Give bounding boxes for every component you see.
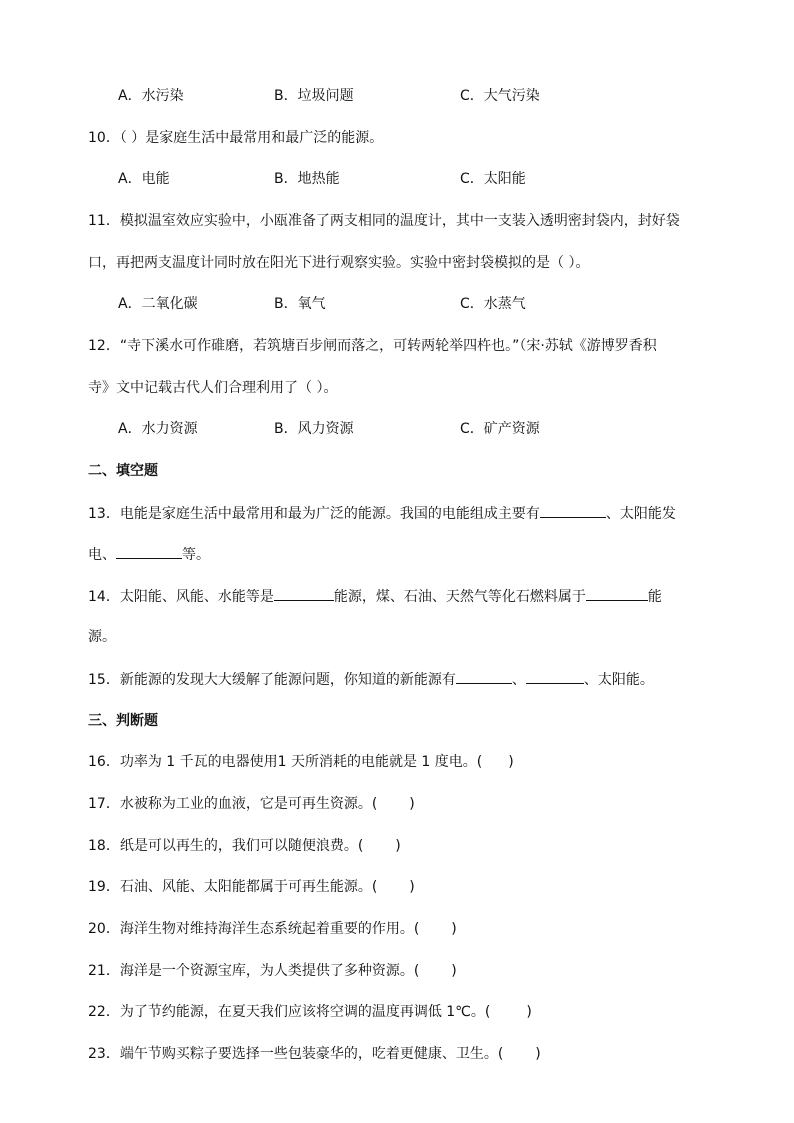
q12-option-b[interactable]: B．风力资源 bbox=[274, 421, 354, 437]
judgment-item bbox=[88, 1044, 541, 1064]
q13-line2 bbox=[88, 544, 210, 565]
q9-option-a[interactable]: A．水污染 bbox=[118, 88, 184, 104]
q13-text-b: 、太阳能发 bbox=[605, 506, 676, 522]
q14-text-a: 14．太阳能、风能、水能等是 bbox=[88, 589, 274, 605]
q14-blank-1[interactable] bbox=[274, 586, 334, 601]
q13-text-d: 等。 bbox=[182, 547, 210, 563]
judgment-close-paren: ) bbox=[508, 754, 514, 770]
judgment-text: 18．纸是可以再生的，我们可以随便浪费。( bbox=[88, 838, 364, 854]
judgment-close-paren: ) bbox=[409, 879, 415, 895]
q12-line2: 寺》文中记载古代人们合理利用了（ ）。 bbox=[88, 380, 338, 396]
q14-line2: 源。 bbox=[88, 629, 116, 645]
q12-option-c[interactable]: C．矿产资源 bbox=[460, 421, 540, 437]
judgment-text: 20．海洋生物对维持海洋生态系统起着重要的作用。( bbox=[88, 921, 420, 937]
judgment-text: 22．为了节约能源，在夏天我们应该将空调的温度再调低 1℃。( bbox=[88, 1004, 491, 1020]
judgment-item bbox=[88, 877, 415, 897]
judgment-close-paren: ) bbox=[451, 963, 457, 979]
judgment-text: 19．石油、风能、太阳能都属于可再生能源。( bbox=[88, 879, 378, 895]
judgment-close-paren: ) bbox=[526, 1004, 532, 1020]
q9-option-c[interactable]: C．大气污染 bbox=[460, 88, 540, 104]
q10-option-c[interactable]: C．太阳能 bbox=[460, 171, 526, 187]
q11-line1: 11．模拟温室效应实验中，小瓯准备了两支相同的温度计，其中一支装入透明密封袋内，封好袋 bbox=[88, 213, 680, 229]
judgment-close-paren: ) bbox=[535, 1046, 541, 1062]
q11-line2: 口，再把两支温度计同时放在阳光下进行观察实验。实验中密封袋模拟的是（ ）。 bbox=[88, 255, 590, 271]
q13-text-a: 13．电能是家庭生活中最常用和最为广泛的能源。我国的电能组成主要有 bbox=[88, 506, 540, 522]
judgment-text: 23．端午节购买粽子要选择一些包装豪华的，吃着更健康、卫生。( bbox=[88, 1046, 504, 1062]
q15-line1 bbox=[88, 669, 654, 690]
q10-option-b[interactable]: B．地热能 bbox=[274, 171, 340, 187]
judgment-item bbox=[88, 836, 401, 856]
judgment-item bbox=[88, 794, 415, 814]
q14-text-c: 能 bbox=[647, 589, 662, 605]
q14-line1 bbox=[88, 586, 662, 607]
q11-option-a[interactable]: A．二氧化碳 bbox=[118, 296, 198, 312]
q11-option-b[interactable]: B．氧气 bbox=[274, 296, 326, 312]
judgment-text: 21．海洋是一个资源宝库，为人类提供了多种资源。( bbox=[88, 963, 420, 979]
q13-line1 bbox=[88, 503, 676, 524]
q12-option-a[interactable]: A．水力资源 bbox=[118, 421, 198, 437]
section-fill-in-title: 二、填空题 bbox=[88, 463, 158, 479]
q15-text-a: 15．新能源的发现大大缓解了能源问题，你知道的新能源有 bbox=[88, 672, 456, 688]
q11-option-c[interactable]: C．水蒸气 bbox=[460, 296, 526, 312]
judgment-close-paren: ) bbox=[395, 838, 401, 854]
q13-text-c: 电、 bbox=[88, 547, 116, 563]
q10-text: 10．（ ）是家庭生活中最常用和最广泛的能源。 bbox=[88, 130, 384, 146]
section-judgment-title: 三、判断题 bbox=[88, 713, 158, 729]
judgment-item bbox=[88, 1002, 532, 1022]
judgment-item bbox=[88, 752, 514, 772]
q15-blank-1[interactable] bbox=[456, 669, 512, 684]
q15-blank-2[interactable] bbox=[526, 669, 584, 684]
q14-blank-2[interactable] bbox=[586, 586, 648, 601]
q15-text-c: 、太阳能。 bbox=[583, 672, 654, 688]
judgment-text: 16．功率为 1 千瓦的电器使用1 天所消耗的电能就是 1 度电。( bbox=[88, 754, 483, 770]
q10-option-a[interactable]: A．电能 bbox=[118, 171, 170, 187]
judgment-item bbox=[88, 919, 457, 939]
q12-line1: 12．“寺下溪水可作碓磨，若筑塘百步闸而落之，可转两轮举四杵也。”（宋·苏轼《游博罗香积 bbox=[88, 338, 657, 354]
q15-text-b: 、 bbox=[511, 672, 526, 688]
q9-option-b[interactable]: B．垃圾问题 bbox=[274, 88, 354, 104]
judgment-close-paren: ) bbox=[451, 921, 457, 937]
judgment-item bbox=[88, 961, 457, 981]
judgment-close-paren: ) bbox=[409, 796, 415, 812]
q14-text-b: 能源，煤、石油、天然气等化石燃料属于 bbox=[333, 589, 586, 605]
q13-blank-1[interactable] bbox=[540, 503, 606, 518]
judgment-text: 17．水被称为工业的血液，它是可再生资源。( bbox=[88, 796, 378, 812]
q13-blank-2[interactable] bbox=[116, 544, 182, 559]
